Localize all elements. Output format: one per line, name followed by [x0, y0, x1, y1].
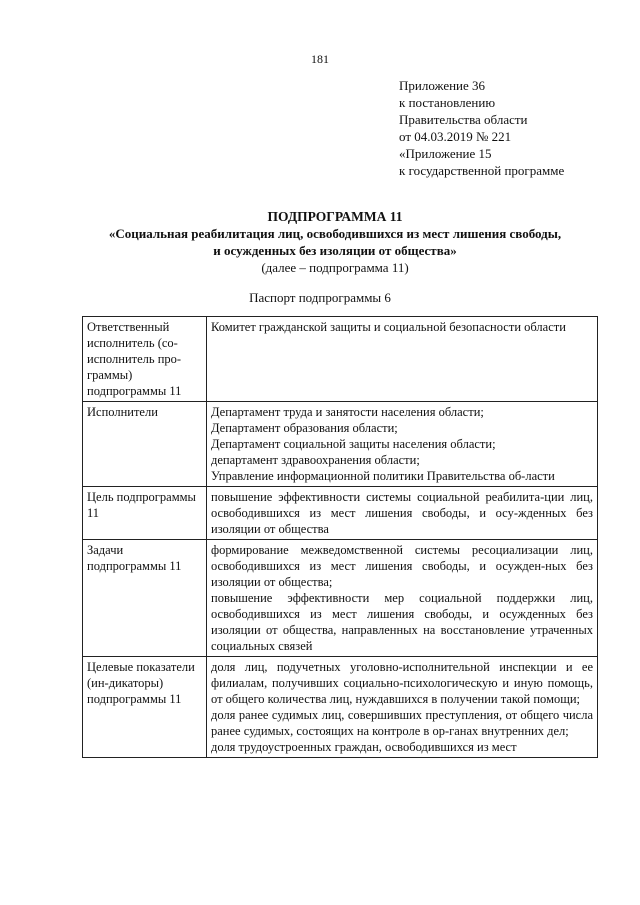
row-label: Цель подпрограммы 11: [83, 487, 207, 540]
row-value: [207, 487, 598, 540]
row-label: Исполнители: [83, 402, 207, 487]
page-number: 181: [311, 52, 329, 66]
appendix-block: [399, 77, 564, 179]
value-line: департамент здравоохранения области;: [211, 453, 420, 467]
appendix-line: к государственной программе: [399, 163, 565, 178]
row-label: Целевые показатели (ин-дикаторы) подпрограммы 11: [83, 657, 207, 758]
appendix-line: к постановлению: [399, 95, 496, 110]
value-line: доля ранее судимых лиц, совершивших преступления, от общего числа ранее судимых, состоящих на контроле в ор-ганах внутренних дел;: [211, 708, 593, 738]
value-line: повышение эффективности мер социальной поддержки лиц, освободившихся из мест лишения свободы, и осужденных без изоляции от общества, направленных на восстановление утраченных социальных связей: [211, 591, 593, 653]
row-label: Задачи подпрограммы 11: [83, 540, 207, 657]
row-value: [207, 657, 598, 758]
value-line: повышение эффективности системы социальной реабилита-ции лиц, освободившихся из мест лишения свободы, и осу-жденных без изоляции от общества: [211, 490, 593, 536]
table-row: [83, 317, 598, 402]
appendix-line: от 04.03.2019 № 221: [399, 129, 512, 144]
table-row: [83, 402, 598, 487]
appendix-line: Правительства области: [399, 112, 528, 127]
subprogram-note: (далее – подпрограмма 11): [261, 260, 409, 275]
subprogram-title-line-2: и осужденных без изоляции от общества»: [213, 243, 457, 258]
table-row: [83, 540, 598, 657]
title-block: [60, 208, 610, 276]
appendix-line: Приложение 36: [399, 78, 486, 93]
subprogram-heading: ПОДПРОГРАММА 11: [267, 209, 403, 224]
subprogram-title-line-1: «Социальная реабилитация лиц, освободившихся из мест лишения свободы,: [108, 226, 562, 241]
value-line: формирование межведомственной системы ресоциализации лиц, освободившихся из мест лишения свободы, и осужден-ных без изоляции от общества;: [211, 543, 593, 589]
value-line: Департамент образования области;: [211, 421, 398, 435]
value-line: Управление информационной политики Правительства об-ласти: [211, 469, 555, 483]
row-value: [207, 402, 598, 487]
value-line: доля лиц, подучетных уголовно-исполнительной инспекции и ее филиалам, получивших социально-психологическую и иную помощь, от общего количества лиц, нуждавшихся в получении такой помощи;: [211, 660, 593, 706]
row-label: Ответственный исполнитель (со-исполнитель про-граммы) подпрограммы 11: [83, 317, 207, 402]
table-row: [83, 657, 598, 758]
value-line: Комитет гражданской защиты и социальной безопасности области: [211, 320, 566, 334]
value-line: Департамент труда и занятости населения области;: [211, 405, 484, 419]
appendix-line: «Приложение 15: [399, 146, 492, 161]
passport-title: Паспорт подпрограммы 6: [249, 290, 391, 305]
passport-table: [82, 316, 598, 758]
row-value: [207, 540, 598, 657]
row-value: [207, 317, 598, 402]
value-line: Департамент социальной защиты населения области;: [211, 437, 496, 451]
table-row: [83, 487, 598, 540]
value-line: доля трудоустроенных граждан, освободившихся из мест: [211, 740, 517, 754]
